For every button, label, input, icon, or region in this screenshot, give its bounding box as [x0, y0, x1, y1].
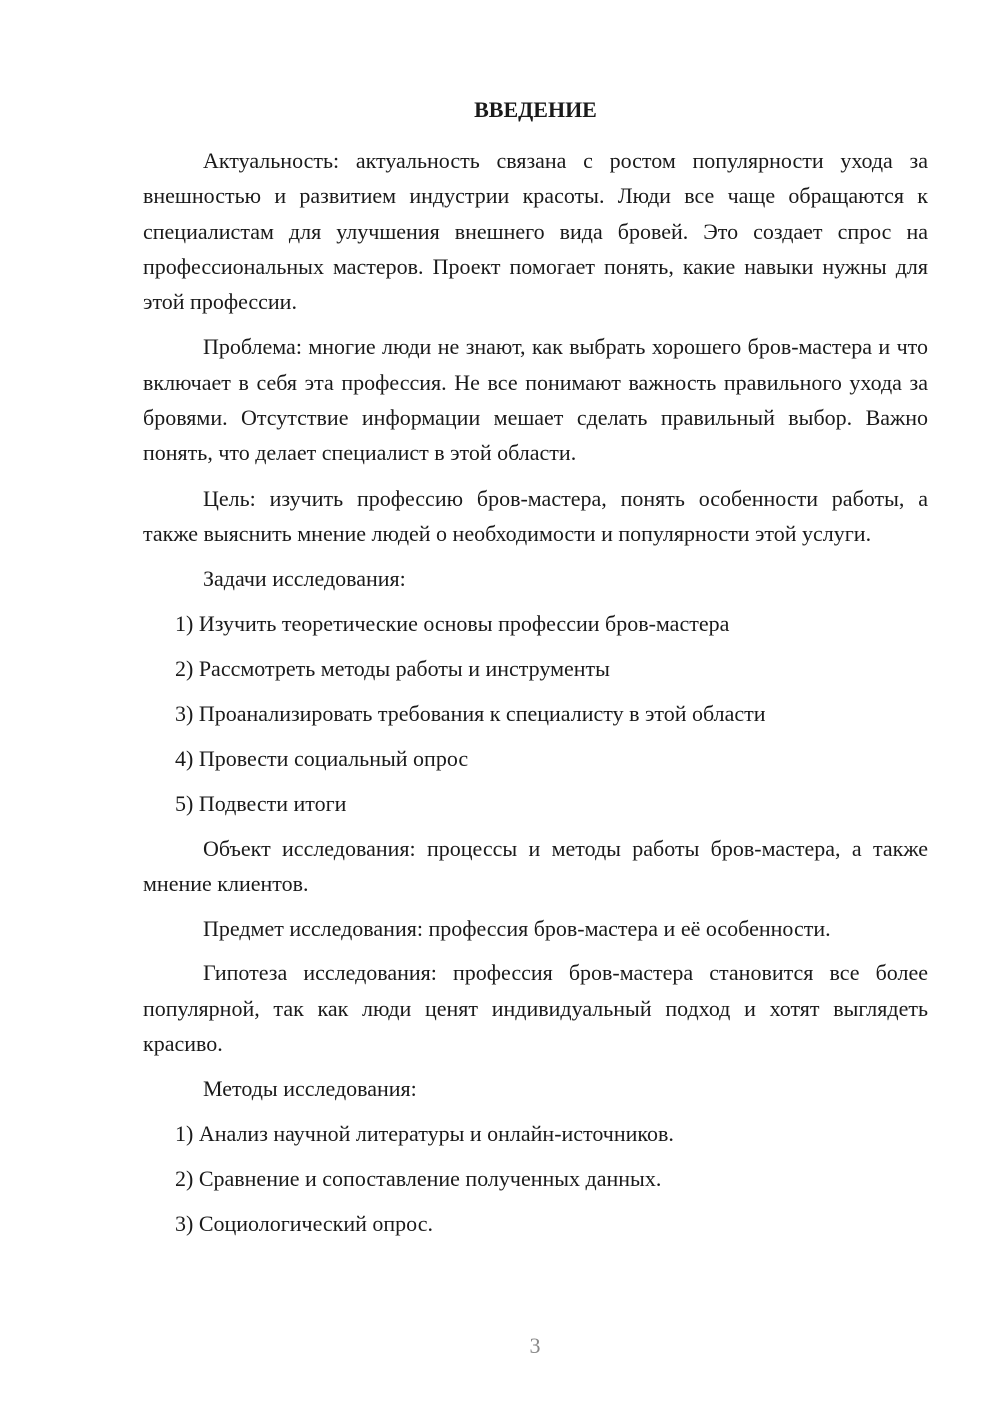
- relevance-paragraph: Актуальность: актуальность связана с ростом популярности ухода за внешностью и развитием индустрии красоты. Люди все чаще обращаются к специалистам для улучшения внешнего вида бровей. Это создает спрос на профессиональных мастеров. Проект помогает понять, какие навыки нужны для этой профессии.: [143, 148, 928, 315]
- list-item: 1) Изучить теоретические основы профессии бров-мастера: [175, 610, 730, 636]
- list-item: 1) Анализ научной литературы и онлайн-источников.: [175, 1120, 674, 1146]
- hypothesis-paragraph: Гипотеза исследования: профессия бров-мастера становится все более популярной, так как люди ценят индивидуальный подход и хотят выглядеть красиво.: [143, 960, 928, 1057]
- problem-paragraph: Проблема: многие люди не знают, как выбрать хорошего бров-мастера и что включает в себя эта профессия. Не все понимают важность правильного ухода за бровями. Отсутствие информации мешает сделать правильный выбор. Важно понять, что делает специалист в этой области.: [143, 334, 928, 466]
- list-item: 4) Провести социальный опрос: [175, 745, 469, 771]
- list-item: 3) Проанализировать требования к специалисту в этой области: [175, 700, 766, 726]
- page-title: ВВЕДЕНИЕ: [474, 97, 597, 122]
- page-number: 3: [529, 1333, 541, 1358]
- tasks-title: Задачи исследования:: [203, 566, 406, 592]
- list-item: 2) Рассмотреть методы работы и инструменты: [175, 655, 610, 681]
- list-item: 5) Подвести итоги: [175, 790, 347, 816]
- goal-paragraph: Цель: изучить профессию бров-мастера, понять особенности работы, а также выяснить мнение людей о необходимости и популярности этой услуги.: [143, 485, 928, 546]
- tasks-list: [143, 606, 928, 821]
- methods-title: Методы исследования:: [203, 1076, 417, 1102]
- subject-paragraph: Предмет исследования: профессия бров-мастера и её особенности.: [203, 916, 831, 942]
- list-item: 2) Сравнение и сопоставление полученных данных.: [175, 1165, 662, 1191]
- document-page: [143, 94, 928, 1251]
- methods-list: [143, 1116, 928, 1241]
- object-paragraph: Объект исследования: процессы и методы работы бров-мастера, а также мнение клиентов.: [143, 835, 928, 896]
- list-item: 3) Социологический опрос.: [175, 1210, 433, 1236]
